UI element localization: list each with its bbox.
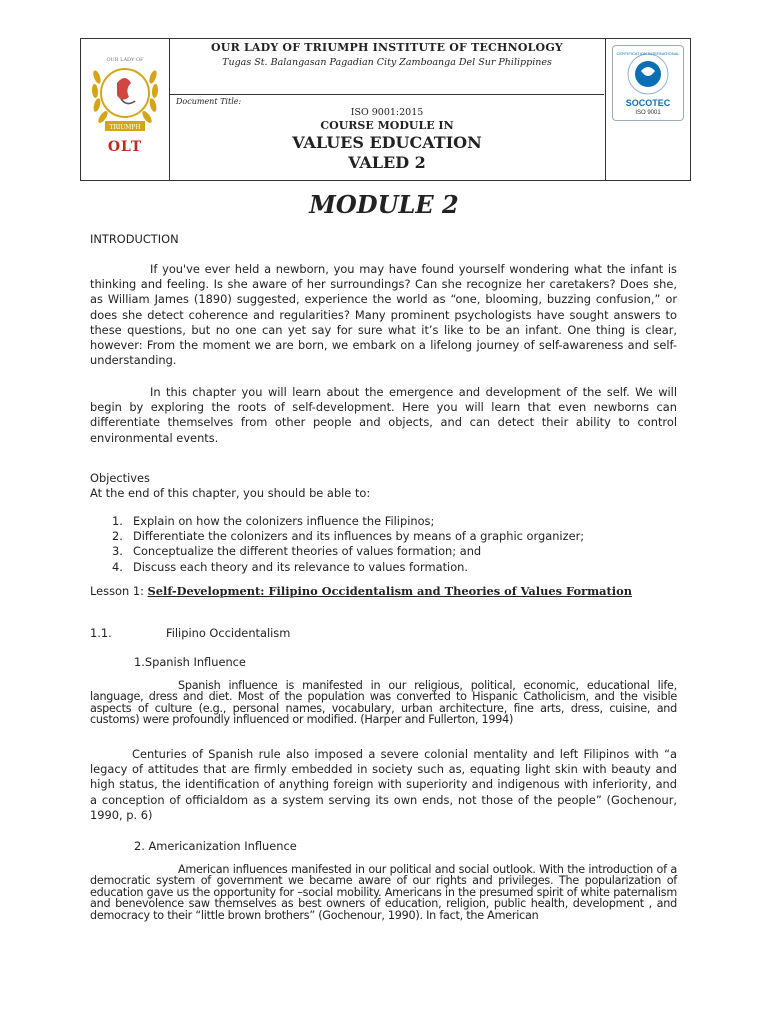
institution-address: Tugas St. Balangasan Pagadian City Zamboanga Del Sur Philippines <box>222 57 552 68</box>
subsection-american-heading: 2. Americanization Influence <box>134 839 297 853</box>
svg-text:CERTIFICATION INTERNATIONAL: CERTIFICATION INTERNATIONAL <box>616 51 680 56</box>
subsection-spanish-heading: 1.Spanish Influence <box>134 655 246 669</box>
svg-text:OUR LADY OF: OUR LADY OF <box>106 57 144 63</box>
lesson-label: Lesson 1: <box>90 584 144 598</box>
institution-logo <box>87 47 163 153</box>
lesson-heading <box>90 584 677 598</box>
course-module-label: COURSE MODULE IN <box>320 119 454 132</box>
certification-cell <box>605 39 690 180</box>
document-header <box>80 38 691 181</box>
certifier-name: SOCOTEC <box>625 98 671 108</box>
section-number: 1.1. <box>90 626 112 640</box>
introduction-heading: INTRODUCTION <box>90 232 179 246</box>
module-title: MODULE 2 <box>309 190 459 219</box>
iso-standard: ISO 9001:2015 <box>350 107 424 118</box>
introduction-paragraph-1: If you've ever held a newborn, you may have found yourself wondering what the infant is thinking and feeling. Is she aware of her surroundings? Can she recognize her caretakers? Does she, as William James (1890) suggested, experience the world as “one, blooming, buzzing confusion,” or does she detect coherence and regularities? Many prominent psychologists have sought answers to these questions, but no one can yet say for sure what it’s like to be an infant. One thing is clear, however: From the moment we are born, we embark on a lifelong journey of self-awareness and self-understanding. <box>90 262 677 368</box>
objectives-heading: Objectives <box>90 471 150 485</box>
institution-name: OUR LADY OF TRIUMPH INSTITUTE OF TECHNOLOGY <box>211 41 563 54</box>
svg-text:TRIUMPH: TRIUMPH <box>109 124 141 131</box>
lesson-title: Self-Development: Filipino Occidentalism and Theories of Values Formation <box>147 584 632 598</box>
olt-logo-text: OLT <box>107 139 143 155</box>
subject-code: VALED 2 <box>348 153 426 172</box>
objective-item: 1. Explain on how the colonizers influence the Filipinos; <box>112 514 435 528</box>
objective-item: 3. Conceptualize the different theories of values formation; and <box>112 544 482 559</box>
objectives-list <box>112 514 584 575</box>
objectives-lead: At the end of this chapter, you should be able to: <box>90 486 371 500</box>
section-title: Filipino Occidentalism <box>166 626 291 640</box>
subject-title: VALUES EDUCATION <box>292 133 482 152</box>
introduction-paragraph-2: In this chapter you will learn about the emergence and development of the self. We will begin by exploring the roots of self-development. Here you will learn that even newborns can differentiate themselves from other people and objects, and can detect their ability to control environmental events. <box>90 385 677 445</box>
document-title-label: Document Title: <box>176 97 242 106</box>
institution-info <box>170 39 604 95</box>
institution-logo-cell <box>81 39 170 180</box>
objective-item: 4. Discuss each theory and its relevance to values formation. <box>112 559 469 574</box>
objective-item: 2. Differentiate the colonizers and its influences by means of a graphic organizer; <box>112 529 585 544</box>
american-paragraph-1: American influences manifested in our political and social outlook. With the introduction of a democratic system of government we became aware of our rights and privileges. The popularization of education gave us the opportunity for –social mobility. Americans in the presumed spirit of white paternalism and benevolence saw themselves as best owners of education, religion, public health, development , and democracy to their “little brown brothers” (Gochenour, 1990). In fact, the American <box>90 863 677 922</box>
spanish-paragraph-1: Spanish influence is manifested in our religious, political, economic, educational life, language, dress and diet. Most of the population was converted to Hispanic Catholicism, and the visible aspects of culture (e.g., personal names, vocabulary, urban architecture, fine arts, dress, cuisine, and customs) were profoundly influenced or modified. (Harper and Fullerton, 1994) <box>90 679 677 727</box>
document-title-block <box>170 95 604 180</box>
certifier-iso: ISO 9001 <box>635 110 661 116</box>
spanish-paragraph-2: Centuries of Spanish rule also imposed a severe colonial mentality and left Filipinos with “a legacy of attitudes that are firmly embedded in society such as, equating light skin with beauty and high status, the identification of anything foreign with superiority and indigenous with inferiority, and a conception of officialdom as a system serving its own ends, not those of the people” (Gochenour, 1990, p. 6) <box>90 747 677 822</box>
socotec-certification-icon <box>612 45 684 121</box>
